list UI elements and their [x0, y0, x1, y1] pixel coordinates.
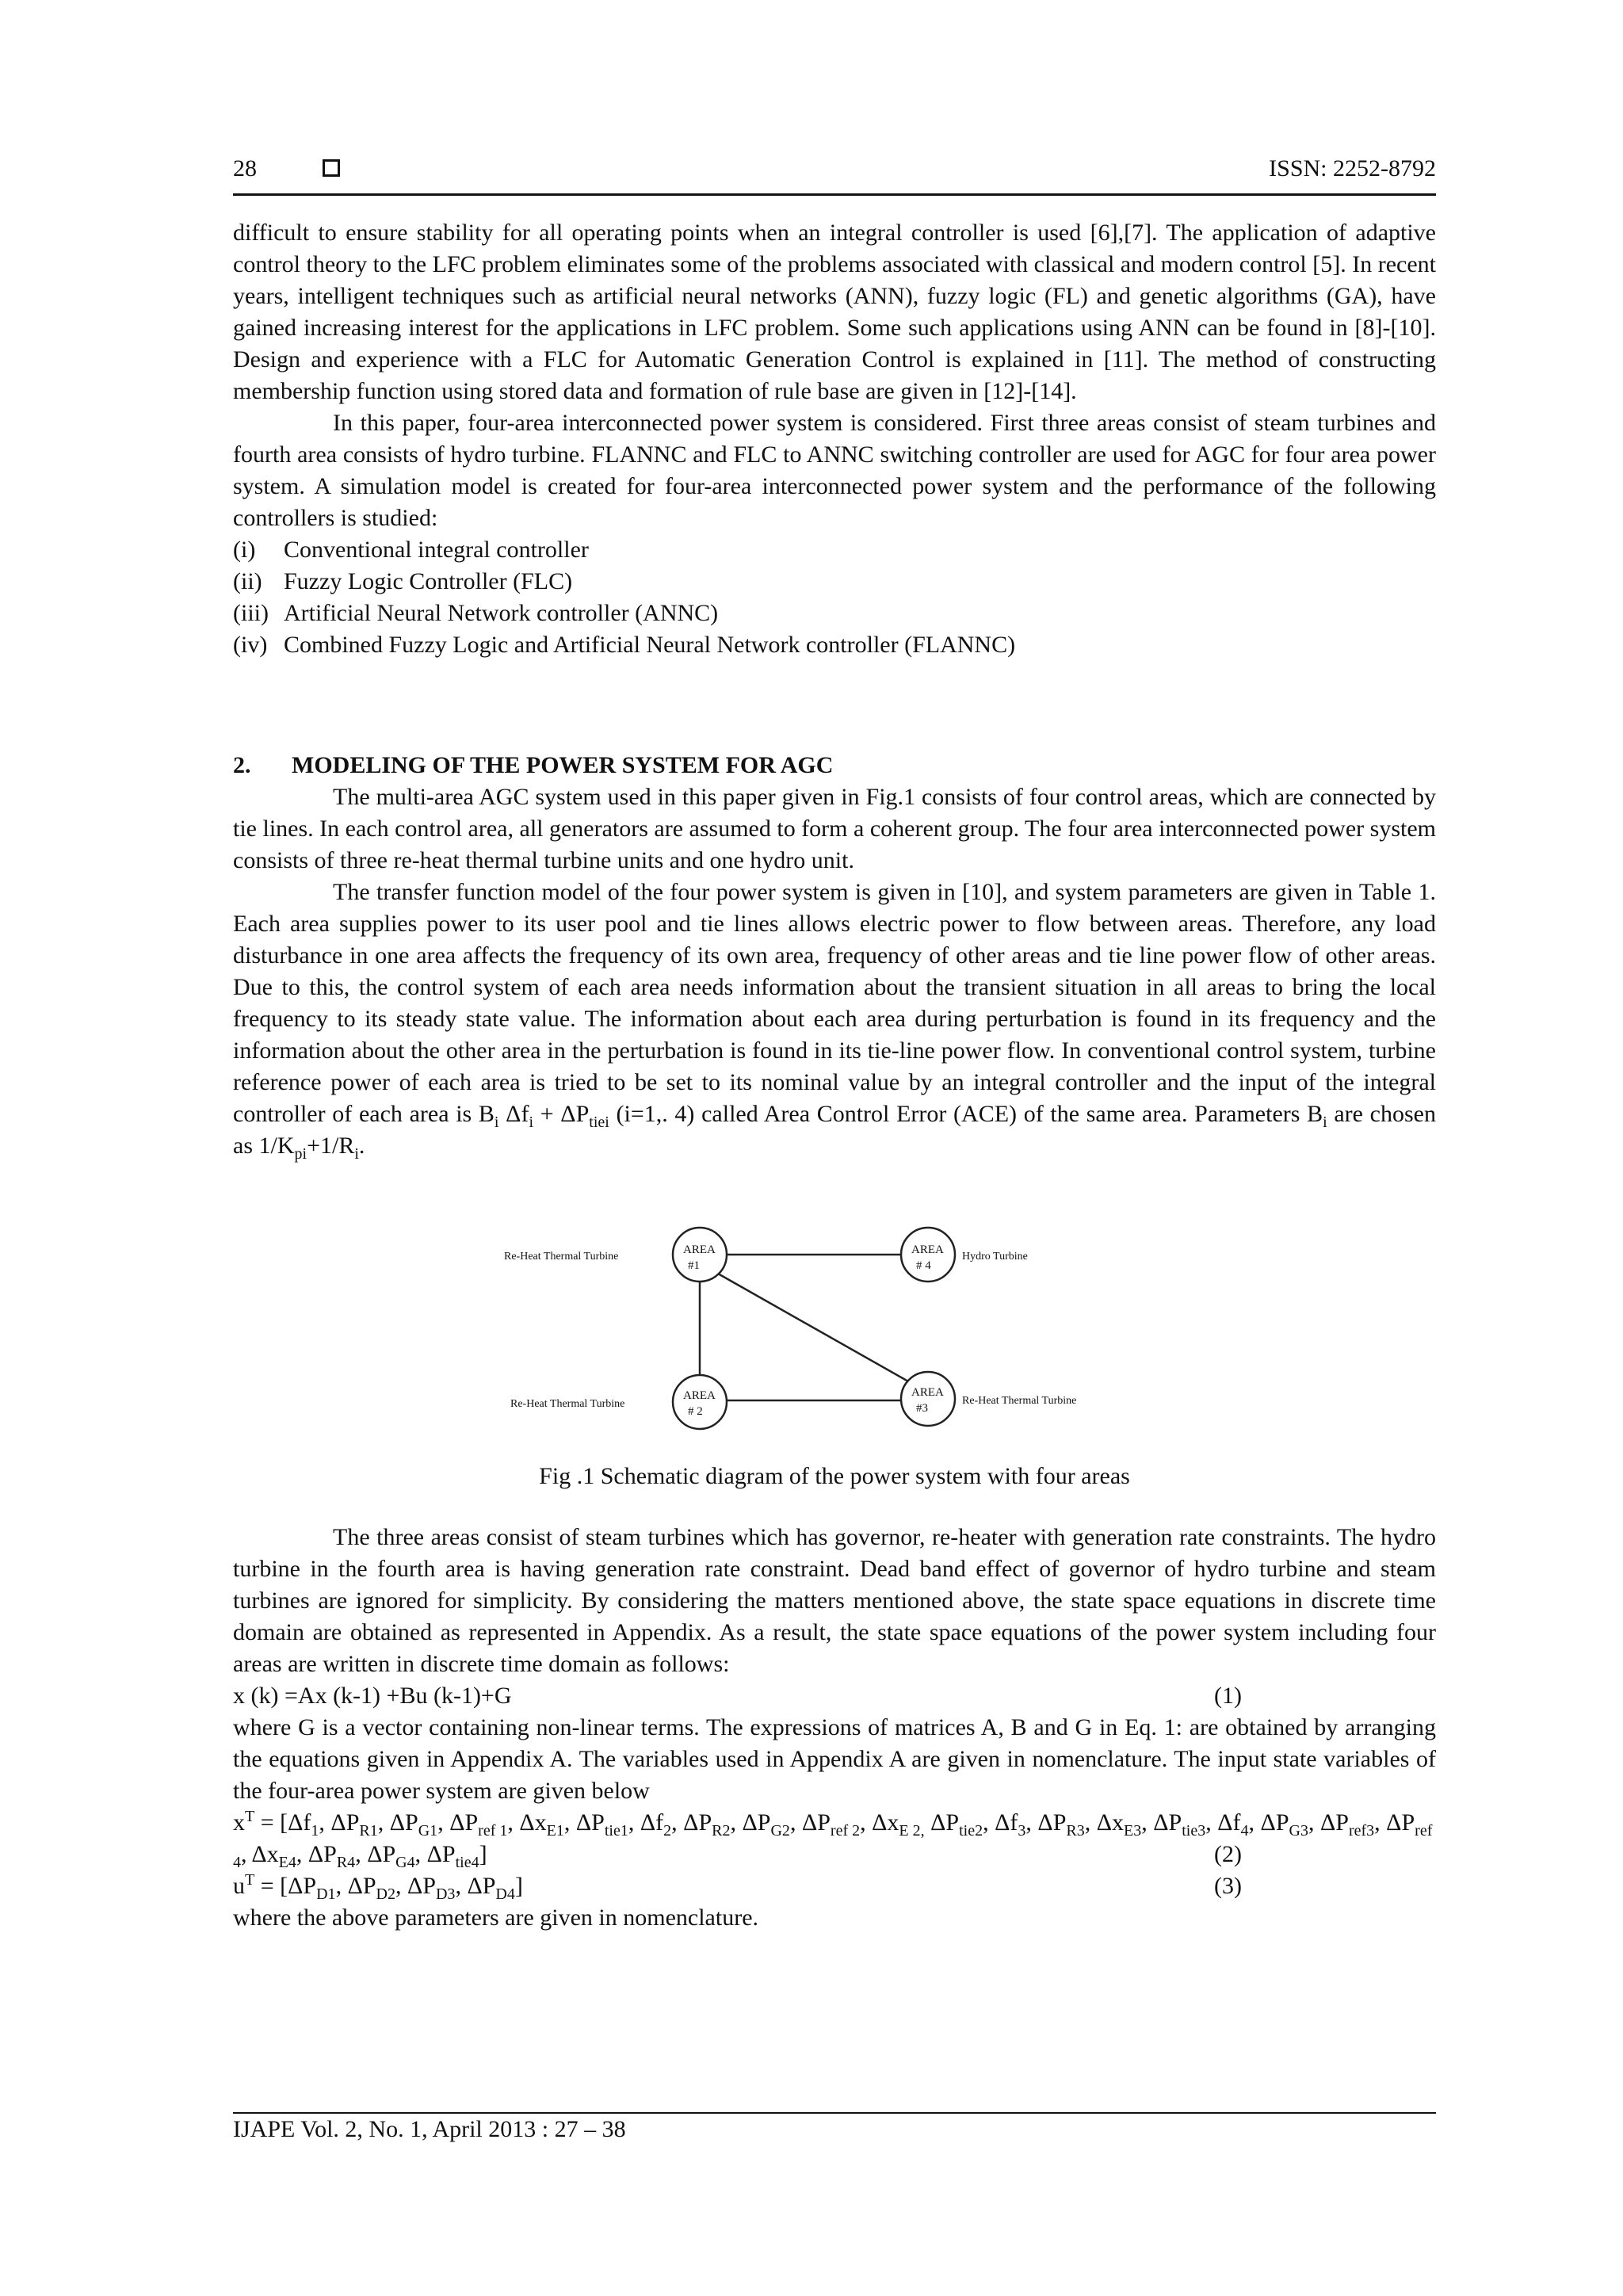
area-3-node	[901, 1372, 955, 1426]
page-header	[233, 155, 1436, 195]
header-rule	[233, 193, 1436, 196]
footer-rule	[233, 2112, 1436, 2114]
section-heading: 2. MODELING OF THE POWER SYSTEM FOR AGC	[233, 752, 834, 778]
equation-3: $u^T = [\Delta P_{D1}$, $\Delta P_{D2}$, $\Delta P_{D3}$, $\Delta P_{D4}$] (3)	[233, 1871, 1242, 1903]
state-space-section	[233, 1522, 1436, 1934]
section-2-paragraph-2: The transfer function model of the four power system is given in [10], and system parameters are given in Table 1. Each area supplies power to its user pool and tie lines allows electric power to flow between areas. Therefore, any load disturbance in one area affects the frequency of its own area, frequency of other areas and tie line power flow of other areas. Due to this, the control system of each area needs information about the transient situation in all areas to bring the local frequency to its steady state value. The information about each area during perturbation is found in its frequency and the information about the other area in the perturbation is found in its tie-line power flow. In conventional control system, turbine reference power of each area is tried to be set to its nominal value by an integral controller and the input of the integral controller of each area is $B_i$ $\Delta f_i + \Delta P_{tiei}$ (i=1,. 4) called Area Control Error (ACE) of the same area. Parameters $B_i$ are chosen as $1/K_{pi}+1/R_i$.	[233, 879, 1436, 1163]
list-item: (iv) Combined Fuzzy Logic and Artificial Neural Network controller (FLANNC)	[233, 632, 1016, 658]
area-4-turbine: Hydro Turbine	[962, 1251, 1028, 1263]
area-1-number: #1	[688, 1259, 700, 1272]
area-3-label: AREA	[911, 1386, 944, 1399]
area-4-number: # 4	[916, 1259, 931, 1272]
closing-sentence: where the above parameters are given in nomenclature.	[233, 1904, 759, 1931]
area-2-number: # 2	[688, 1405, 703, 1418]
equation-2: $x^T = [\Delta f_1$, $\Delta P_{R1}$, $\Delta P_{G1}$, $\Delta P_{ref 1}$, $\Delta x_{E1}$, $\Delta P_{tie1}$, $\Delta f_2$, $\Delta P_{R2}$, $\Delta P_{G2}$, $\Delta P_{ref 2}$, $\Delta x_{E 2,}$ $\Delta P_{tie2}$, $\Delta f_3$, $\Delta P_{R3}$, $\Delta x_{E3}$, $\Delta P_{tie3}$, $\Delta f_4$, $\Delta P_{G3}$, $\Delta P_{ref3}$, $\Delta P_{ref}$ $_4$, $\Delta x_{E4}$, $\Delta P_{R4}$, $\Delta P_{G4}$, $\Delta P_{tie4}$] (2)	[233, 1808, 1433, 1871]
issn: ISSN: 2252-8792	[1269, 155, 1436, 181]
area-3-number: #3	[916, 1402, 928, 1415]
matrices-paragraph: where G is a vector containing non-linear terms. The expressions of matrices A, B and G in Eq. 1: are obtained by arranging the equations given in Appendix A. The variables used in Appendix A are given in nomenclature. The input state variables of the four-area power system are given below	[233, 1714, 1436, 1804]
page-number: 28	[233, 155, 257, 181]
square-bullet-icon	[323, 159, 340, 177]
area-3-turbine: Re-Heat Thermal Turbine	[962, 1395, 1077, 1407]
list-item: (iii) Artificial Neural Network controller (ANNC)	[233, 600, 719, 626]
state-space-paragraph: The three areas consist of steam turbines which has governor, re-heater with generation rate constraints. The hydro turbine in the fourth area is having generation rate constraint. Dead band effect of governor of hydro turbine and steam turbines are ignored for simplicity. By considering the matters mentioned above, the state space equations in discrete time domain are obtained as represented in Appendix. As a result, the state space equations of the power system including four areas are written in discrete time domain as follows:	[233, 1524, 1436, 1677]
area-4-label: AREA	[911, 1244, 944, 1256]
section-2	[233, 750, 1436, 1162]
equation-1: x (k) =Ax (k-1) +Bu (k-1)+G (1)	[233, 1683, 1242, 1709]
intro-paragraph-1: difficult to ensure stability for all operating points when an integral controller is used [6],[7]. The application of adaptive control theory to the LFC problem eliminates some of the problems associated with classical and modern control [5]. In recent years, intelligent techniques such as artificial neural networks (ANN), fuzzy logic (FL) and genetic algorithms (GA), have gained increasing interest for the applications in LFC problem. Some such applications using ANN can be found in [8]-[10]. Design and experience with a FLC for Automatic Generation Control is explained in [11]. The method of constructing membership function using stored data and formation of rule base are given in [12]-[14].	[233, 220, 1436, 404]
area-2-turbine: Re-Heat Thermal Turbine	[510, 1398, 625, 1410]
intro-section	[233, 217, 1436, 661]
area-1-label: AREA	[683, 1244, 716, 1256]
area-2-label: AREA	[683, 1389, 716, 1402]
area-1-turbine: Re-Heat Thermal Turbine	[504, 1251, 619, 1263]
section-2-paragraph-1: The multi-area AGC system used in this paper given in Fig.1 consists of four control areas, which are connected by tie lines. In each control area, all generators are assumed to form a coherent group. The four area interconnected power system consists of three re-heat thermal turbine units and one hydro unit.	[233, 784, 1436, 873]
list-item: (ii) Fuzzy Logic Controller (FLC)	[233, 568, 573, 594]
figure-caption: Fig .1 Schematic diagram of the power system with four areas	[539, 1463, 1130, 1489]
journal-footer: IJAPE Vol. 2, No. 1, April 2013 : 27 – 38	[233, 2116, 626, 2142]
list-item: (i) Conventional integral controller	[233, 537, 589, 563]
four-area-schematic	[233, 1224, 1436, 1431]
area-2-node	[673, 1375, 727, 1429]
intro-paragraph-2: In this paper, four-area interconnected power system is considered. First three areas consist of steam turbines and fourth area consists of hydro turbine. FLANNC and FLC to ANNC switching controller are used for AGC for four area power system. A simulation model is created for four-area interconnected power system and the performance of the following controllers is studied:	[233, 410, 1436, 531]
tie-line-1-3	[718, 1274, 908, 1381]
